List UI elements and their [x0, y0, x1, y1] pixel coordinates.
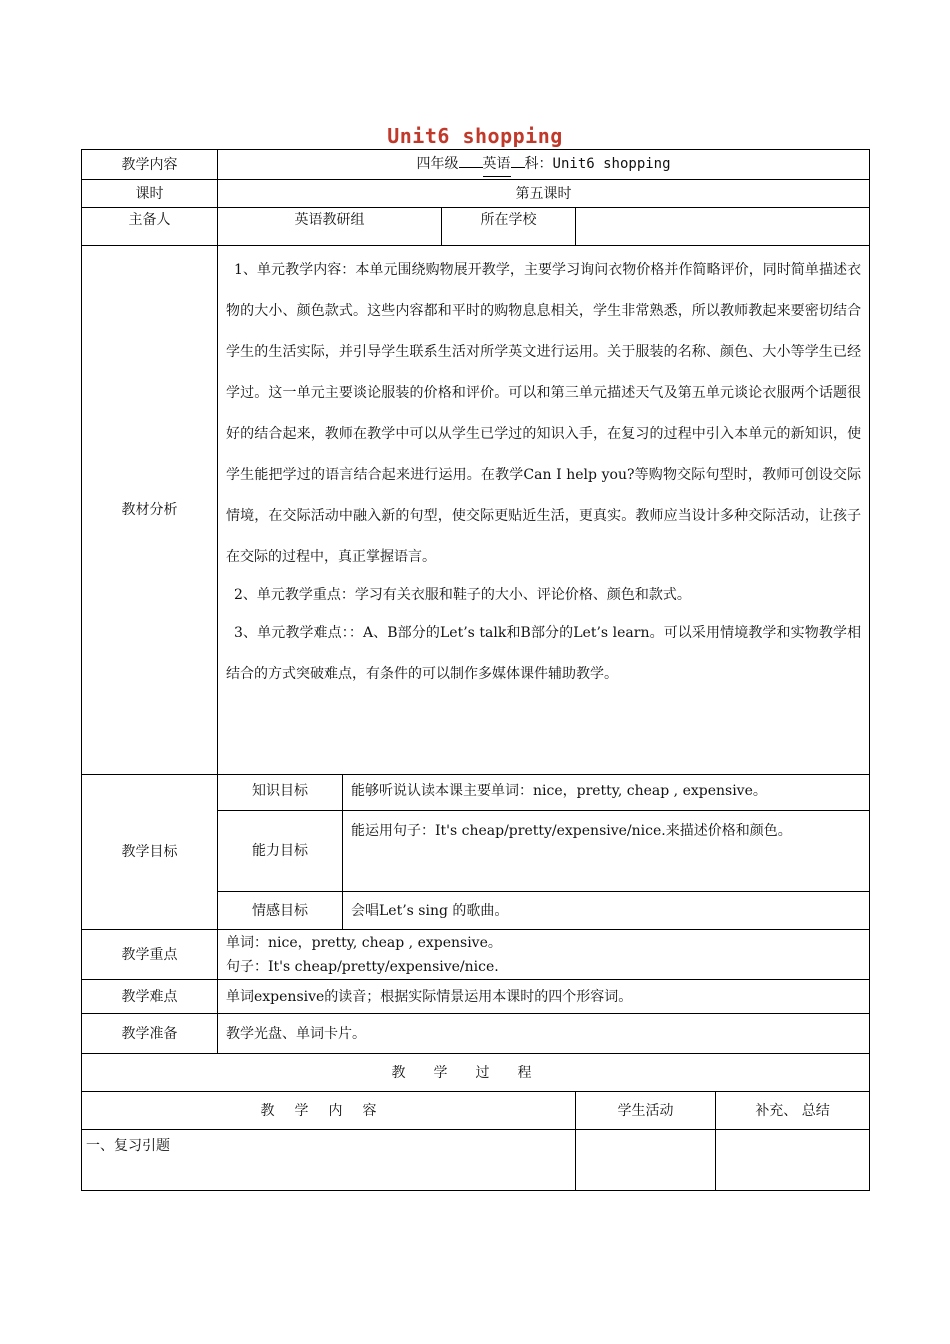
subject: 英语 — [483, 152, 511, 177]
row-lesson — [82, 180, 870, 208]
prep-value: 教学光盘、单词卡片。 — [218, 1014, 870, 1054]
school-value — [576, 208, 870, 246]
row-process-columns — [82, 1092, 870, 1130]
key-words: 单词：nice，pretty, cheap , expensive。 — [226, 934, 502, 951]
preparer-value: 英语教研组 — [218, 208, 442, 246]
process-item: 一、复习引题 — [82, 1130, 576, 1191]
lesson-plan-table — [81, 149, 870, 1191]
row-preparer — [82, 208, 870, 246]
goal-name: 情感目标 — [218, 892, 343, 930]
key-sentence: 句子：It's cheap/pretty/expensive/nice. — [226, 958, 499, 975]
process-col-summary: 补充、 总结 — [716, 1092, 870, 1130]
analysis-paragraph-3: 3、单元教学难点：：A、B部分的Let’s talk和B部分的Let’s learn。可以采用情境教学和实物教学相结合的方式突破难点，有条件的可以制作多媒体课件辅助教学。 — [226, 625, 862, 682]
page-title: Unit6 shopping — [387, 124, 563, 148]
process-activity-cell — [576, 1130, 716, 1191]
row-goal-knowledge — [82, 775, 870, 811]
row-prep — [82, 1014, 870, 1054]
row-key — [82, 930, 870, 980]
content-value — [218, 150, 870, 180]
process-summary-cell — [716, 1130, 870, 1191]
analysis-text — [218, 246, 870, 775]
row-analysis — [82, 246, 870, 775]
label-key: 教学重点 — [82, 930, 218, 980]
difficulty-value: 单词expensive的读音；根据实际情景运用本课时的四个形容词。 — [218, 980, 870, 1014]
row-content — [82, 150, 870, 180]
label-difficulty: 教学难点 — [82, 980, 218, 1014]
goal-name: 能力目标 — [218, 811, 343, 892]
process-col-content: 教学内容 — [82, 1092, 576, 1130]
row-difficulty — [82, 980, 870, 1014]
label-school: 所在学校 — [442, 208, 576, 246]
process-col-activity: 学生活动 — [576, 1092, 716, 1130]
lesson-value: 第五课时 — [218, 180, 870, 208]
key-value — [218, 930, 870, 980]
goal-text: 能运用句子：It's cheap/pretty/expensive/nice.来描述价格和颜色。 — [343, 811, 870, 892]
analysis-paragraph-1: 1、单元教学内容：本单元围绕购物展开教学，主要学习询问衣物价格并作简略评价，同时简单描述衣物的大小、颜色款式。这些内容都和平时的购物息息相关，学生非常熟悉，所以教师教起来要密切结合学生的生活实际，并引导学生联系生活对所学英文进行运用。关于服装的名称、颜色、大小等学生已经学过。这一单元主要谈论服装的价格和评价。可以和第三单元描述天气及第五单元谈论衣服两个话题很好的结合起来，教师在教学中可以从学生已学过的知识入手，在复习的过程中引入本单元的新知识，使学生能把学过的语言结合起来进行运用。在教学Can I help you?等购物交际句型时，教师可创设交际情境，在交际活动中融入新的句型，使交际更贴近生活，更真实。教师应当设计多种交际活动，让孩子在交际的过程中，真正掌握语言。 — [226, 262, 862, 565]
process-header: 教学过程 — [82, 1054, 870, 1092]
goal-text: 会唱Let’s sing 的歌曲。 — [343, 892, 870, 930]
label-goals: 教学目标 — [82, 775, 218, 930]
unit-name: 科：Unit6 shopping — [524, 156, 671, 172]
label-content: 教学内容 — [82, 150, 218, 180]
row-process-first — [82, 1130, 870, 1191]
analysis-paragraph-2: 2、单元教学重点：学习有关衣服和鞋子的大小、评论价格、颜色和款式。 — [234, 587, 691, 603]
grade: 四年级 — [416, 156, 459, 172]
label-analysis: 教材分析 — [82, 246, 218, 775]
goal-text: 能够听说认读本课主要单词：nice，pretty, cheap , expensive。 — [343, 775, 870, 811]
label-lesson: 课时 — [82, 180, 218, 208]
label-prep: 教学准备 — [82, 1014, 218, 1054]
goal-name: 知识目标 — [218, 775, 343, 811]
row-process-header — [82, 1054, 870, 1092]
label-preparer: 主备人 — [82, 208, 218, 246]
